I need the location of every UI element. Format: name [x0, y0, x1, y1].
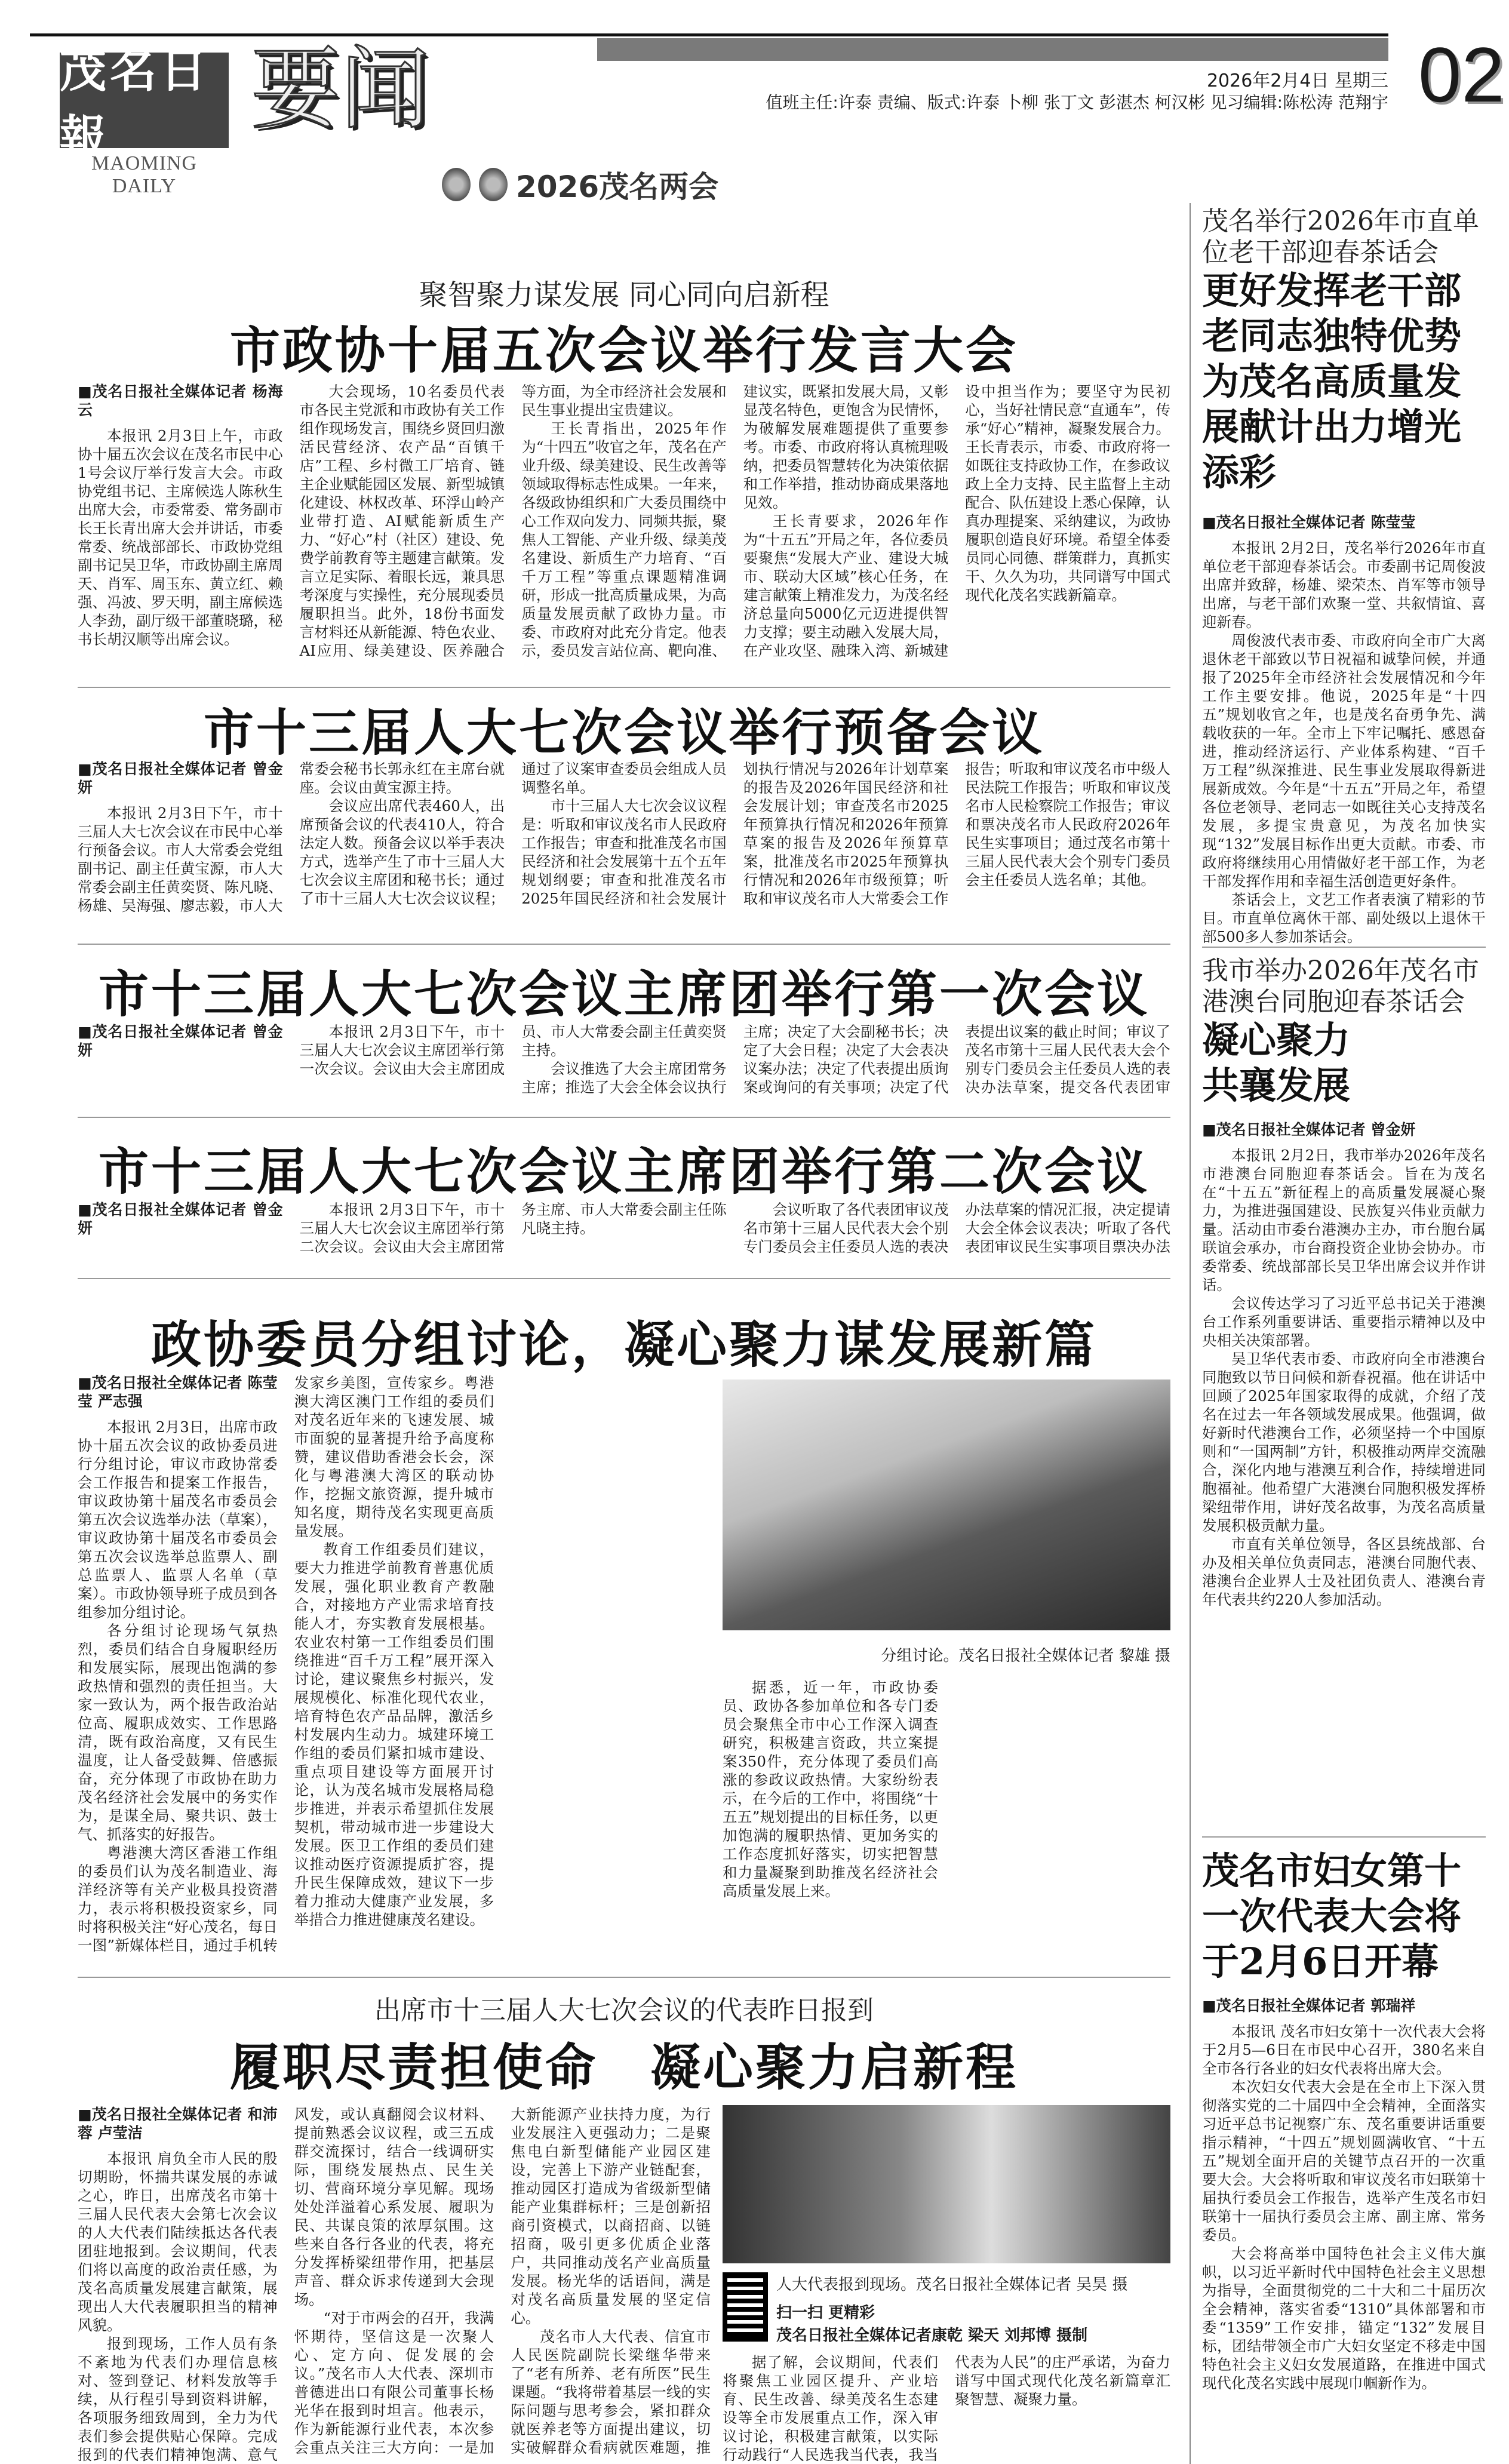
paragraph: 市直有关单位领导，各区县统战部、台办及相关单位负责同志，港澳台同胞代表、港澳台企业界人士及社团负责人、港澳台青年代表共约220人参加活动。 — [1202, 1535, 1486, 1608]
paragraph: 本次妇女代表大会是在全市上下深入贯彻落实党的二十届四中全会精神，全面落实习近平总书记视察广东、茂名重要讲话重要指示精神，“十四五”规划圆满收官、“十五五”规划全面开启的关键节点召开的一次重要大会。大会将听取和审议茂名市妇联第十届执行委员会工作报告，选举产生茂名市妇联第十一届执行委员会主席、副主席、常务委员。 — [1202, 2078, 1486, 2244]
article-1-title: 市政协十届五次会议举行发言大会 — [229, 321, 1018, 380]
paragraph: 报到现场，工作人员有条不紊地为代表们办理信息核对、签到登记、材料发放等手续，从行程引导到资料讲解，各项服务细致周到，全力为代表们参会提供贴心保障。完成报到的代表们精神饱满、意气风发，或认真翻阅会议材料、提前熟悉会议议程，或三五成群交流探讨，结合一线调研实际，围绕发展热点、民生关切、营商环境分享见解。现场处处洋溢着心系发展、履职为民、共谋良策的浓厚氛围。这些来自各行各业的代表，将充分发挥桥梁纽带作用，把基层声音、群众诉求传递到大会现场。 — [78, 2106, 494, 2463]
paragraph: 粤港澳大湾区香港工作组的委员们认为茂名制造业、海洋经济等有关产业极具投资潜力，表示将积极投资家乡，同时将积极关注“好心茂名，每日一图”新媒体栏目，通过手机转发家乡美图，宣传家乡。粤港澳大湾区澳门工作组的委员们对茂名近年来的飞速发展、城市面貌的显著提升给予高度称赞，建议借助香港会长会，深化与粤港澳大湾区的联动协作，挖掘文旅资源，提升城市知名度，期待茂名实现更高质量发展。 — [78, 1374, 494, 1954]
sidebar-1-kicker: 茂名举行2026年市直单位老干部迎春茶话会 — [1202, 206, 1479, 268]
paragraph: 大会现场，10名委员代表市各民主党派和市政协有关工作组作现场发言，围绕乡贤回归激活民营经济、农产品“百镇千店”工程、乡村微工厂培育、链主企业赋能园区发展、新型城镇化建设、林权改革、环浮山岭产业带打造、AI赋能新质生产力、“好心”村（社区）建设、免费学前教育等主题建言献策。发言立足实际、着眼长远，兼具思考深度与实操性，充分展现委员履职担当。此外，18份书面发言材料还从新能源、特色农业、AI应用、绿美建设、医养融合等方面，为全市经济社会发展和民生事业提出宝贵建议。 — [299, 383, 727, 659]
deputies-registration-photo — [723, 2105, 1170, 2263]
group-discussion-photo — [723, 1380, 1170, 1630]
paragraph: 周俊波代表市委、市政府向全市广大离退休老干部致以节日祝福和诚挚问候，并通报了2025年全市经济社会发展情况和今年工作主要安排。他说，2025年是“十四五”规划收官之年，也是茂名奋勇争先、满载收获的一年。全市上下牢记嘱托、感恩奋进，推动经济运行、产业体系构建、“百千万工程”纵深推进、民生事业发展取得新进展新成效。今年是“十五五”开局之年，希望各位老领导、老同志一如既往关心支持茂名发展，多提宝贵意见，为茂名加快实现“132”发展目标作出更大贡献。市委、市政府将继续用心用情做好老干部工作，为老干部发挥作用和幸福生活创造更好条件。 — [1202, 632, 1486, 890]
sidebar-2-title: 凝心聚力 共襄发展 — [1202, 1018, 1351, 1107]
sidebar-3-byline: ■茂名日报社全媒体记者 郭瑞祥 — [1202, 1997, 1416, 2014]
paragraph: “对于市两会的召开，我满怀期待，坚信这是一次聚人心、定方向、促发展的会议。”茂名市人大代表、深圳市普德进出口有限公司董事长杨光华在报到时坦言。他表示，作为新能源行业代表，本次参会重点关注三大方向：一是加大新能源产业扶持力度，为行业发展注入更强动力；二是聚焦电白新型储能产业园区建设，完善上下游产业链配套，推动园区打造成为省级新型储能产业集群标杆；三是创新招商引资模式，以商招商、以链招商，吸引更多优质企业落户，共同推动茂名产业高质量发展。杨光华的话语间，满是对茂名高质量发展的坚定信心。 — [294, 2106, 711, 2456]
divider — [1202, 947, 1486, 948]
paragraph: 本报讯 2月3日下午，市十三届人大七次会议在市民中心举行预备会议。市人大常委会党组副书记、副主任黄宝源，市人大常委会副主任黄奕贤、陈凡晓、杨雄、吴海强、廖志毅，市人大常委会秘书长郭永红在主席台就座。会议由黄宝源主持。 — [78, 760, 505, 914]
divider — [78, 687, 1170, 688]
paragraph: 本报讯 2月3日下午，市十三届人大七次会议主席团举行第二次会议。会议由大会主席团常务主席、市人大常委会副主任陈凡晓主持。 — [299, 1201, 727, 1255]
article-5-body-continued — [723, 1678, 1170, 1965]
paragraph: 本报讯 2月3日，出席市政协十届五次会议的政协委员进行分组讨论，审议市政协常委会工作报告和提案工作报告，审议政协第十届茂名市委员会第五次会议选举办法（草案），审议政协第十届茂名市委员会第五次会议选举总监票人、副总监票人、监票人名单（草案）。市政协领导班子成员到各组参加分组讨论。 — [78, 1418, 278, 1621]
article-3-body — [78, 1022, 1170, 1103]
article-2-body — [78, 760, 1170, 921]
article-2-byline: ■茂名日报社全媒体记者 曾金妍 — [78, 760, 283, 796]
paragraph: 会议应出席代表460人，出席预备会议的代表410人，符合法定人数。预备会议以举手表决方式，选举产生了市十三届人大七次会议主席团和秘书长；通过了市十三届人大七次会议议程；通过了议案审查委员会组成人员调整名单。 — [299, 760, 727, 907]
paragraph: 王长青指出，2025年作为“十四五”收官之年，茂名在产业升级、绿美建设、民生改善等领域取得标志性成果。一年来，各级政协组织和广大委员围绕中心工作双向发力、同频共振，聚焦人工智能、产业升级、绿美茂名建设、新质生产力培育、“百千万工程”等重点课题精准调研，形成一批高质量成果，为高质量发展贡献了政协力量。市委、市政府对此充分肯定。他表示，委员发言站位高、靶向准、建议实，既紧扣发展大局，又彰显茂名特色，更饱含为民情怀，为破解发展难题提供了重要参考。市委、市政府将认真梳理吸纳，把委员智慧转化为决策依据和工作举措，推动协商成果落地见效。 — [521, 383, 949, 659]
issue-date: 2026年2月4日 星期三 — [1206, 70, 1388, 91]
divider — [78, 944, 1170, 945]
column-divider — [1190, 203, 1191, 2464]
sidebar-3-body — [1202, 1996, 1486, 2462]
sidebar-article-3 — [1202, 1848, 1486, 2462]
article-6-body — [78, 2105, 711, 2464]
sidebar-3-title: 茂名市妇女第十一次代表大会将于2月6日开幕 — [1202, 1849, 1462, 1983]
divider — [78, 1117, 1170, 1118]
paragraph: 王长青要求，2026年作为“十五五”开局之年，各位委员要聚焦“发展大产业、建设大城市、联动大区域”核心任务，在建言献策上精准发力，为茂名经济总量向5000亿元迈进提供智力支撑；要主动融入发展大局，在产业攻坚、融珠入湾、新城建设中担当作为；要坚守为民初心，当好社情民意“直通车”，传承“好心”精神，凝聚发展合力。王长青表示，市委、市政府将一如既往支持政协工作，在参政议政上全力支持、民主监督上主动配合、队伍建设上悉心保障，认真办理提案、采纳建议，为政协履职创造良好环境。希望全体委员同心同德、群策群力，真抓实干、久久为功，共同谱写中国式现代化茂名实践新篇章。 — [743, 383, 1170, 659]
paragraph: 据了解，会议期间，代表们将聚焦工业园区提升、产业培育、民生改善、绿美茂名生态建设等全市发展重点工作，深入审议讨论，积极建言献策，以实际行动践行“人民选我当代表，我当代表为人民”的庄严承诺，为奋力谱写中国式现代化茂名新篇章汇聚智慧、凝聚力量。 — [723, 2354, 1170, 2463]
paragraph: 本报讯 2月2日，我市举办2026年茂名市港澳台同胞迎春茶话会。旨在为茂名在“十五五”新征程上的高质量发展凝心聚力，为推进强国建设、民族复兴伟业贡献力量。活动由市委台港澳办主办，市台胞台属联谊会承办，市台商投资企业协会协办。市委常委、统战部部长吴卫华出席会议并作讲话。 — [1202, 1147, 1486, 1294]
two-sessions-banner — [442, 167, 718, 202]
paragraph: 大会将高举中国特色社会主义伟大旗帜，以习近平新时代中国特色社会主义思想为指导，全面贯彻党的二十大和二十届历次全会精神，落实省委“1310”具体部署和市委“1359”工作安排，锚定“132”发展目标，团结带领全市广大妇女坚定不移走中国特色社会主义妇女发展道路，在推进中国式现代化茂名实践中展现巾帼新作为。 — [1202, 2245, 1486, 2392]
paragraph: 各分组讨论现场气氛热烈，委员们结合自身履职经历和发展实际，展现出饱满的参政热情和强烈的责任担当。大家一致认为，两个报告政治站位高、履职成效实、工作思路清，既有政治高度，又有民生温度，让人备受鼓舞、倍感振奋，充分体现了市政协在助力茂名经济社会发展中的务实作为，是谋全局、聚共识、鼓士气、抓落实的好报告。 — [78, 1622, 278, 1843]
paragraph: 茶话会上，文艺工作者表演了精彩的节目。市直单位离休干部、副处级以上退休干部500多人参加茶话会。 — [1202, 891, 1486, 945]
article-6-photo-caption: 人大代表报到现场。茂名日报社全媒体记者 吴昊 摄 — [776, 2276, 1128, 2294]
paragraph: 会议传达学习了习近平总书记关于港澳台工作系列重要讲话、重要指示精神以及中央相关决策部署。 — [1202, 1295, 1486, 1349]
sidebar-article-1 — [1202, 206, 1486, 991]
article-6-subtitle: 出席市十三届人大七次会议的代表昨日报到 — [374, 1995, 874, 2026]
cppcc-emblem-icon — [479, 168, 508, 201]
banner-label: 2026茂名两会 — [516, 170, 719, 204]
masthead-rule — [30, 33, 1388, 36]
masthead-bar — [597, 38, 1388, 61]
article-4-body — [78, 1200, 1170, 1263]
section-title: 要闻 — [251, 38, 431, 142]
sidebar-1-byline: ■茂名日报社全媒体记者 陈莹莹 — [1202, 514, 1416, 531]
page-number: 02 — [1418, 31, 1505, 118]
paragraph: 本报讯 肩负全市人民的殷切期盼，怀揣共谋发展的赤诚之心，昨日，出席茂名市第十三届人民代表大会第七次会议的人大代表们陆续抵达各代表团驻地报到。会议期间，代表们将以高度的政治责任感，为茂名高质量发展建言献策，展现出人大代表履职担当的精神风貌。 — [78, 2150, 278, 2334]
paragraph: 吴卫华代表市委、市政府向全市港澳台同胞致以节日问候和新春祝福。他在讲话中回顾了2025年国家取得的成就，介绍了茂名在过去一年各领域发展成果。他强调，做好新时代港澳台工作，必须坚持一个中国原则和“一国两制”方针，积极推动两岸交流融合，深化内地与港澳互利合作，持续增进同胞福祉。他希望广大港澳台同胞积极发挥桥梁纽带作用，讲好茂名故事，为茂名高质量发展积极贡献力量。 — [1202, 1350, 1486, 1534]
paragraph: 会议听取了各代表团审议茂名市第十三届人民代表大会个别专门委员会主任委员人选的表决办法草案的情况汇报，决定提请大会全体会议表决；听取了各代表团审议民生实事项目票决办法 — [743, 1201, 1170, 1255]
paragraph: 据悉，近一年，市政协委员、政协各参加单位和各专门委员会聚焦全市中心工作深入调查研究，积极建言资政，共立案提案350件，充分体现了委员们高涨的参政议政热情。大家纷纷表示，在今后的工作中，将围绕“十五五”规划提出的目标任务，以更加饱满的履职热情、更加务实的工作态度抓好落实，切实把智慧和力量凝聚到助推茂名经济社会高质量发展上来。 — [723, 1679, 938, 1900]
sidebar-2-kicker: 我市举办2026年茂名市港澳台同胞迎春茶话会 — [1202, 956, 1479, 1017]
article-5-byline: ■茂名日报社全媒体记者 陈莹莹 严志强 — [78, 1374, 278, 1410]
newspaper-logo-english: MAOMING DAILY — [91, 152, 197, 197]
paragraph: 教育工作组委员们建议，要大力推进学前教育普惠优质发展，强化职业教育产教融合，对接地方产业需求培育技能人才，夯实教育发展根基。农业农村第一工作组委员们围绕推进“百千万工程”展开深入讨论，建议聚焦乡村振兴，发展规模化、标准化现代农业，培育特色农产品品牌，激活乡村发展内生动力。城建环境工作组的委员们紧扣城市建设、重点项目建设等方面展开讨论，认为茂名城市发展格局稳步推进，并表示希望抓住发展契机，带动城市进一步建设大发展。医卫工作组的委员们建议推动医疗资源提质扩容，提升民生保障成效，建议下一步着力推动大健康产业发展，多举措合力推进健康茂名建设。 — [294, 1541, 494, 1928]
paragraph: 茂名市人大代表、信宜市人民医院副院长梁继华带来了“老有所养、老有所医”民生课题。“我将带着基层一线的实际问题与思考参会，紧扣群众就医养老等方面提出建议，切实破解群众看病就医难题，推 — [511, 2328, 711, 2456]
newspaper-logo: 茂名日報 — [60, 53, 229, 148]
sidebar-2-body — [1202, 1120, 1486, 1825]
sidebar-1-body — [1202, 513, 1486, 991]
article-6-byline: ■茂名日报社全媒体记者 和沛蓉 卢莹洁 — [78, 2106, 278, 2142]
article-2-title: 市十三届人大七次会议举行预备会议 — [203, 703, 1044, 762]
divider — [1202, 1836, 1486, 1838]
paragraph: 市十三届人大七次会议议程是：听取和审议茂名市人民政府工作报告；审查和批准茂名市国民经济和社会发展第十五个五年规划纲要；审查和批准茂名市2025年国民经济和社会发展计划执行情况与2026年计划草案的报告及2026年国民经济和社会发展计划；审查茂名市2025年预算执行情况和2026年预算草案的报告及2026年预算草案，批准茂名市2025年预算执行情况和2026年市级预算；听取和审议茂名市人大常委会工作报告；听取和审议茂名市中级人民法院工作报告；听取和审议茂名市人民检察院工作报告；审议和票决茂名市人民政府2026年民生实事项目；通过茂名市第十三届人民代表大会个别专门委员会主任委员人选名单；其他。 — [521, 760, 1170, 907]
article-6-body-continued — [723, 2353, 1170, 2464]
national-emblem-icon — [442, 168, 471, 201]
paragraph: 本报讯 2月3日下午，市十三届人大七次会议主席团举行第一次会议。会议由大会主席团成员、市人大常委会副主任黄奕贤主持。 — [299, 1023, 727, 1077]
qr-code[interactable] — [723, 2272, 768, 2342]
sidebar-1-title: 更好发挥老干部老同志独特优势为茂名高质量发展献计出力增光添彩 — [1202, 269, 1462, 494]
paragraph: 本报讯 2月3日上午，市政协十届五次会议在茂名市民中心1号会议厅举行发言大会。市政协党组书记、主席候选人陈秋生出席大会，市委常委、常务副市长王长青出席大会并讲话，市委常委、统战部部长、市政协党组副书记吴卫华，市政协副主席周天、肖军、周玉东、黄立红、赖强、冯波、罗天明，副主席候选人李劲，副厅级干部董晓璐，秘书长胡汉顺等出席会议。 — [78, 427, 283, 648]
article-1-subtitle: 聚智聚力谋发展 同心同向启新程 — [419, 278, 829, 312]
qr-credit: 茂名日报社全媒体记者康乾 梁天 刘邦博 摄制 — [776, 2327, 1088, 2345]
divider — [78, 1278, 1170, 1279]
article-3-title: 市十三届人大七次会议主席团举行第一次会议 — [98, 964, 1150, 1024]
article-1-byline: ■茂名日报社全媒体记者 杨海云 — [78, 383, 283, 419]
article-4-title: 市十三届人大七次会议主席团举行第二次会议 — [98, 1142, 1150, 1201]
article-5-photo-caption: 分组讨论。茂名日报社全媒体记者 黎雄 摄 — [881, 1647, 1170, 1665]
article-3-byline: ■茂名日报社全媒体记者 曾金妍 — [78, 1023, 283, 1059]
article-1-body — [78, 382, 1170, 675]
article-5-body — [78, 1374, 711, 1965]
article-4-byline: ■茂名日报社全媒体记者 曾金妍 — [78, 1201, 283, 1237]
editors-credit: 值班主任:许泰 责编、版式:许泰 卜柳 张丁文 彭湛杰 柯汉彬 见习编辑:陈松涛 范翔宇 — [766, 93, 1388, 112]
qr-label: 扫一扫 更精彩 — [776, 2304, 875, 2322]
divider — [78, 1977, 1170, 1978]
sidebar-article-2 — [1202, 956, 1486, 1825]
article-5-title: 政协委员分组讨论，凝心聚力谋发展新篇 — [150, 1315, 1097, 1374]
article-6-title: 履职尽责担使命 凝心聚力启新程 — [229, 2038, 1018, 2097]
paragraph: 本报讯 茂名市妇女第十一次代表大会将于2月5—6日在市民中心召开，380名来自全市各行各业的妇女代表将出席大会。 — [1202, 2023, 1486, 2077]
paragraph: 本报讯 2月2日，茂名举行2026年市直单位老干部迎春茶话会。市委副书记周俊波出席并致辞，杨雄、梁荣杰、肖军等市领导出席，与老干部们欢聚一堂、共叙情谊、喜迎新春。 — [1202, 539, 1486, 631]
paragraph: 会议推选了大会主席团常务主席；推选了大会全体会议执行主席；决定了大会副秘书长；决定了大会日程；决定了大会表决议案办法；决定了代表提出质询案或询问的有关事项；决定了代表提出议案的截止时间；审议了茂名市第十三届人民代表大会个别专门委员会主任委员人选的表决办法草案，提交各代表团审 — [521, 1023, 1170, 1096]
sidebar-2-byline: ■茂名日报社全媒体记者 曾金妍 — [1202, 1121, 1416, 1138]
